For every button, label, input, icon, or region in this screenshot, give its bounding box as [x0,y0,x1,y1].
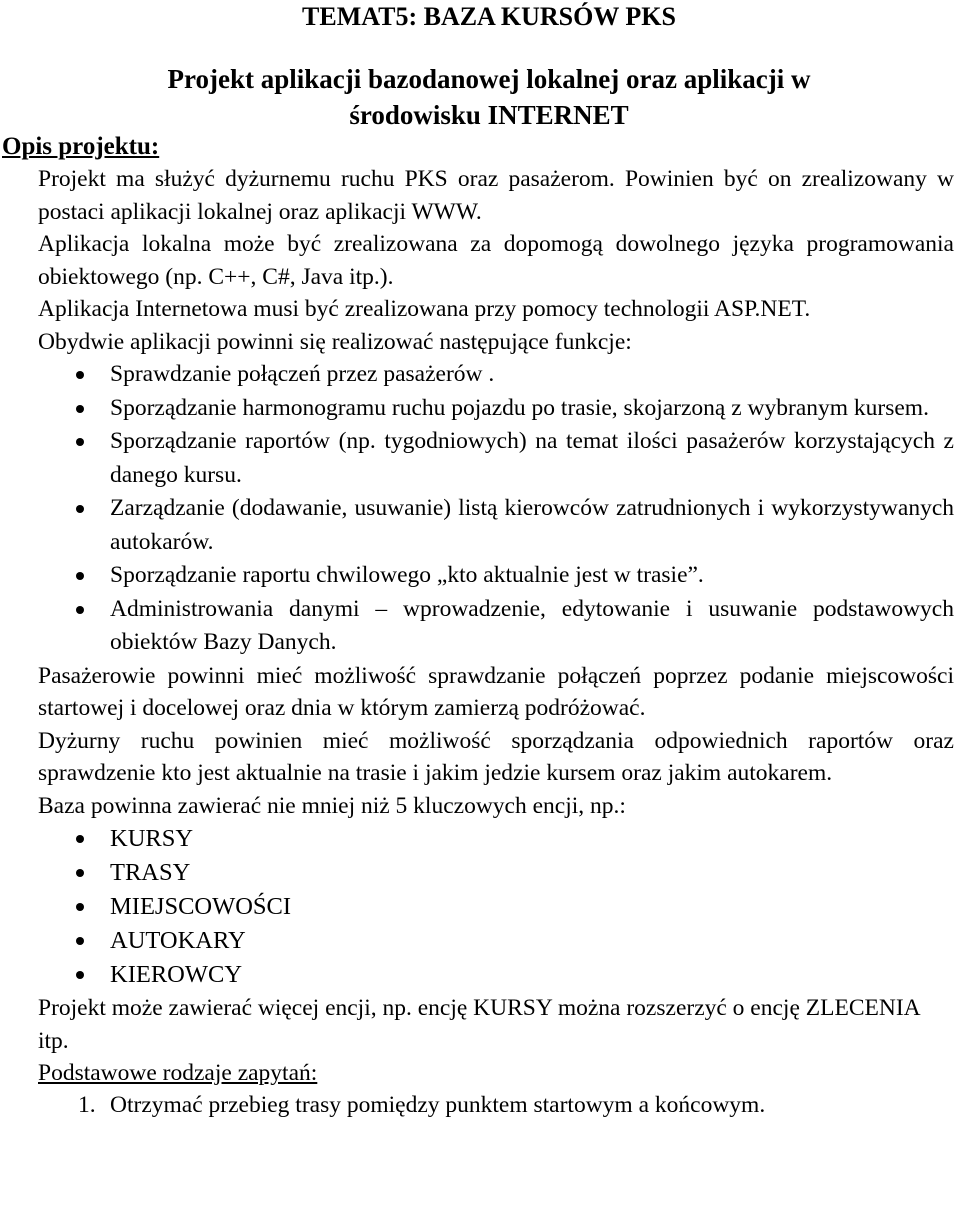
document-subtitle [0,61,960,133]
middle-paragraph-1: Pasażerowie powinni mieć możliwość sprawdzanie połączeń poprzez podanie miejscowości startowej i docelowej oraz dnia w którym zamierzą podróżować. [38,662,954,721]
bullet-icon [76,505,84,513]
list-item: TRASY [0,856,960,890]
functions-list [0,358,960,660]
entities-list [0,822,960,992]
middle-paragraph-3: Baza powinna zawierać nie mniej niż 5 kluczowych encji, np.: [38,792,626,819]
intro-paragraph-3: Aplikacja Internetowa musi być zrealizowana przy pomocy technologii ASP.NET. [38,296,811,322]
list-item: Zarządzanie (dodawanie, usuwanie) listą kierowców zatrudnionych i wykorzystywanych autokarów. [0,492,960,559]
extension-paragraph: Projekt może zawierać więcej encji, np. encję KURSY można rozszerzyć o encję ZLECENIA itp. [38,995,920,1054]
bullet-icon [76,606,84,614]
queries-heading: Podstawowe rodzaje zapytań: [38,1060,318,1086]
subtitle-line-1: Projekt aplikacji bazodanowej lokalnej oraz aplikacji w [167,64,811,94]
list-item: KURSY [0,822,960,856]
bullet-icon [76,438,84,446]
list-item: Sporządzanie raportu chwilowego „kto aktualnie jest w trasie”. [0,559,960,593]
bullet-icon [76,971,84,979]
list-item: MIEJSCOWOŚCI [0,890,960,924]
bullet-icon [76,371,84,379]
list-item: AUTOKARY [0,924,960,958]
section-heading: Opis projektu: [2,133,160,160]
list-item: 1. Otrzymać przebieg trasy pomiędzy punktem startowym a końcowym. [78,1092,766,1118]
document-title: TEMAT5: BAZA KURSÓW PKS [302,2,676,31]
intro-paragraph-1: Projekt ma służyć dyżurnemu ruchu PKS oraz pasażerom. Powinien być on zrealizowany w postaci aplikacji lokalnej oraz aplikacji WWW. [38,166,954,225]
queries-list [0,1089,960,1121]
intro-paragraph-4: Obydwie aplikacji powinni się realizować następujące funkcje: [38,328,632,355]
bullet-icon [76,937,84,945]
subtitle-line-2: środowisku INTERNET [349,100,629,130]
list-item: Sprawdzanie połączeń przez pasażerów . [0,358,960,392]
list-item: Sporządzanie harmonogramu ruchu pojazdu po trasie, skojarzoną z wybranym kursem. [0,392,960,426]
bullet-icon [76,869,84,877]
bullet-icon [76,835,84,843]
intro-paragraph-2: Aplikacja lokalna może być zrealizowana za dopomogą dowolnego języka programowania obiektowego (np. C++, C#, Java itp.). [38,231,954,290]
bullet-icon [76,405,84,413]
bullet-icon [76,572,84,580]
list-item: Administrowania danymi – wprowadzenie, edytowanie i usuwanie podstawowych obiektów Bazy Danych. [0,593,960,660]
list-item: KIEROWCY [0,958,960,992]
middle-paragraph-2: Dyżurny ruchu powinien mieć możliwość sporządzania odpowiednich raportów oraz sprawdzenie kto jest aktualnie na trasie i jakim jedzie kursem oraz jakim autokarem. [38,727,954,786]
bullet-icon [76,903,84,911]
list-item: Sporządzanie raportów (np. tygodniowych) na temat ilości pasażerów korzystających z danego kursu. [0,425,960,492]
